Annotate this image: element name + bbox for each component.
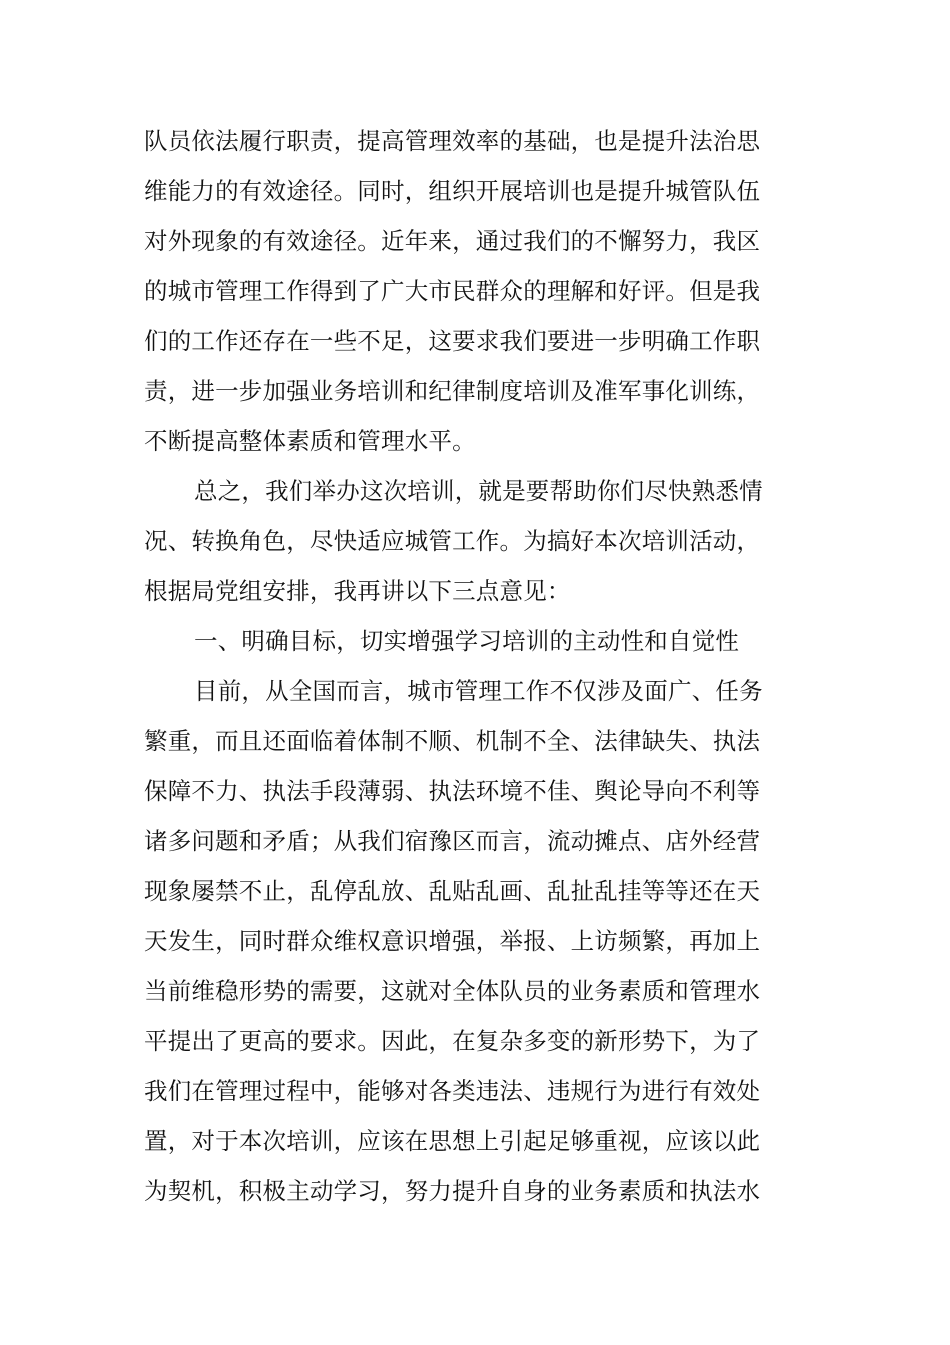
- text-line: 为契机，积极主动学习，努力提升自身的业务素质和执法水: [144, 1177, 761, 1205]
- text-line: 诸多问题和矛盾；从我们宿豫区而言，流动摊点、店外经营: [144, 827, 761, 855]
- text-line: 维能力的有效途径。同时，组织开展培训也是提升城管队伍: [144, 177, 761, 205]
- text-line: 保障不力、执法手段薄弱、执法环境不佳、舆论导向不利等: [144, 777, 761, 805]
- text-line: 况、转换角色，尽快适应城管工作。为搞好本次培训活动，: [144, 527, 761, 555]
- text-line: 队员依法履行职责，提高管理效率的基础，也是提升法治思: [144, 127, 761, 155]
- paragraph-start-line: 目前，从全国而言，城市管理工作不仅涉及面广、任务: [194, 677, 763, 705]
- text-line: 繁重，而且还面临着体制不顺、机制不全、法律缺失、执法: [144, 727, 761, 755]
- text-line: 置，对于本次培训，应该在思想上引起足够重视，应该以此: [144, 1127, 761, 1155]
- text-line: 平提出了更高的要求。因此，在复杂多变的新形势下，为了: [144, 1027, 761, 1055]
- text-line: 责，进一步加强业务培训和纪律制度培训及准军事化训练，: [144, 377, 761, 405]
- text-line: 当前维稳形势的需要，这就对全体队员的业务素质和管理水: [144, 977, 761, 1005]
- text-line: 根据局党组安排，我再讲以下三点意见：: [144, 577, 571, 605]
- section-heading: 一、明确目标，切实增强学习培训的主动性和自觉性: [194, 627, 740, 655]
- text-line: 我们在管理过程中，能够对各类违法、违规行为进行有效处: [144, 1077, 761, 1105]
- body-text: [144, 116, 784, 1216]
- text-line: 天发生，同时群众维权意识增强，举报、上访频繁，再加上: [144, 927, 761, 955]
- text-line: 们的工作还存在一些不足，这要求我们要进一步明确工作职: [144, 327, 761, 355]
- text-line: 现象屡禁不止，乱停乱放、乱贴乱画、乱扯乱挂等等还在天: [144, 877, 761, 905]
- text-line: 不断提高整体素质和管理水平。: [144, 427, 476, 455]
- text-line: 的城市管理工作得到了广大市民群众的理解和好评。但是我: [144, 277, 761, 305]
- text-line: 对外现象的有效途径。近年来，通过我们的不懈努力，我区: [144, 227, 761, 255]
- paragraph-start-line: 总之，我们举办这次培训，就是要帮助你们尽快熟悉情: [194, 477, 763, 505]
